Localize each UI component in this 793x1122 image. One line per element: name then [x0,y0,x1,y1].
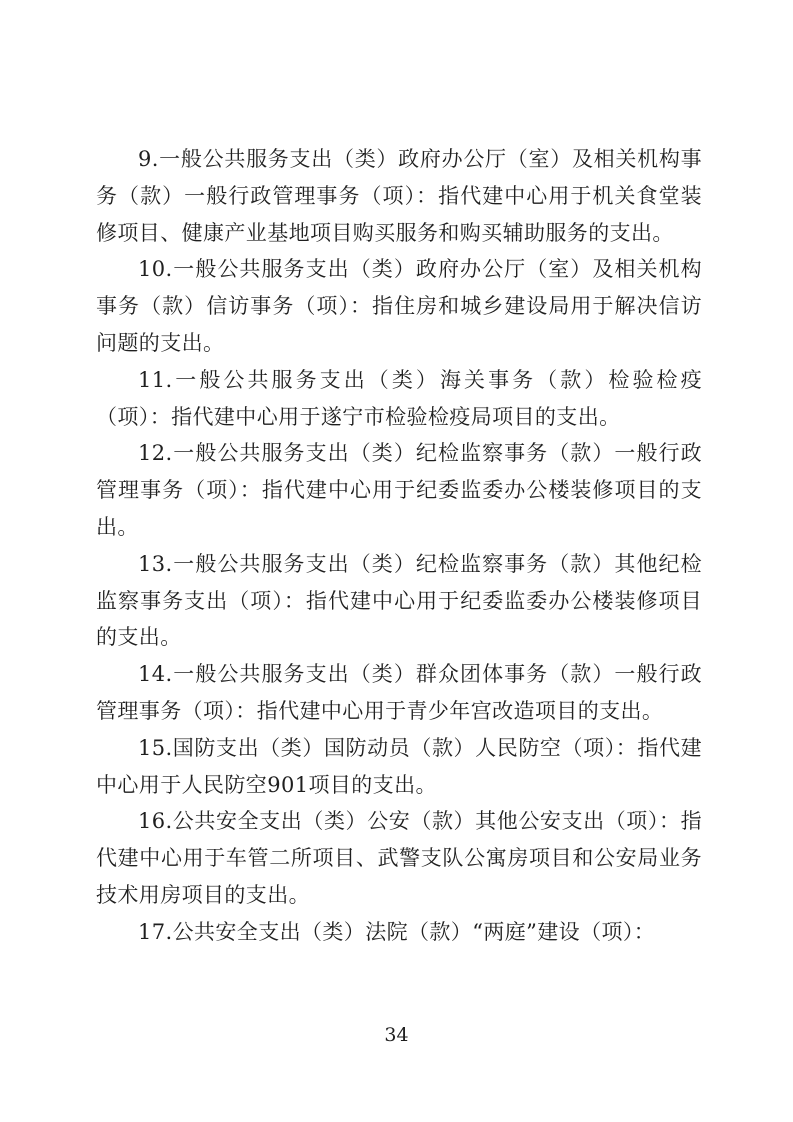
paragraph-12: 12.一般公共服务支出（类）纪检监察事务（款）一般行政管理事务（项）：指代建中心用于纪委监委办公楼装修项目的支出。 [96,441,702,539]
paragraph-13: 13.一般公共服务支出（类）纪检监察事务（款）其他纪检监察事务支出（项）：指代建中心用于纪委监委办公楼装修项目的支出。 [96,551,702,650]
paragraph-9: 9.一般公共服务支出（类）政府办公厅（室）及相关机构事务（款）一般行政管理事务（项）：指代建中心用于机关食堂装修项目、健康产业基地项目购买服务和购买辅助服务的支出。 [96,147,702,245]
paragraph-16: 16.公共安全支出（类）公安（款）其他公安支出（项）：指代建中心用于车管二所项目、武警支队公寓房项目和公安局业务技术用房项目的支出。 [96,809,702,907]
paragraph-10: 10.一般公共服务支出（类）政府办公厅（室）及相关机构事务（款）信访事务（项）：指住房和城乡建设局用于解决信访问题的支出。 [96,257,702,355]
paragraph-15: 15.国防支出（类）国防动员（款）人民防空（项）：指代建中心用于人民防空901项目的支出。 [96,735,702,797]
paragraph-14: 14.一般公共服务支出（类）群众团体事务（款）一般行政管理事务（项）：指代建中心用于青少年宫改造项目的支出。 [96,662,702,723]
document-body [96,141,702,951]
paragraph-17: 17.公共安全支出（类）法院（款）“两庭”建设（项）： [138,919,656,944]
page-number: 34 [384,1024,409,1046]
paragraph-11: 11.一般公共服务支出（类）海关事务（款）检验检疫（项）：指代建中心用于遂宁市检验检疫局项目的支出。 [96,367,702,429]
